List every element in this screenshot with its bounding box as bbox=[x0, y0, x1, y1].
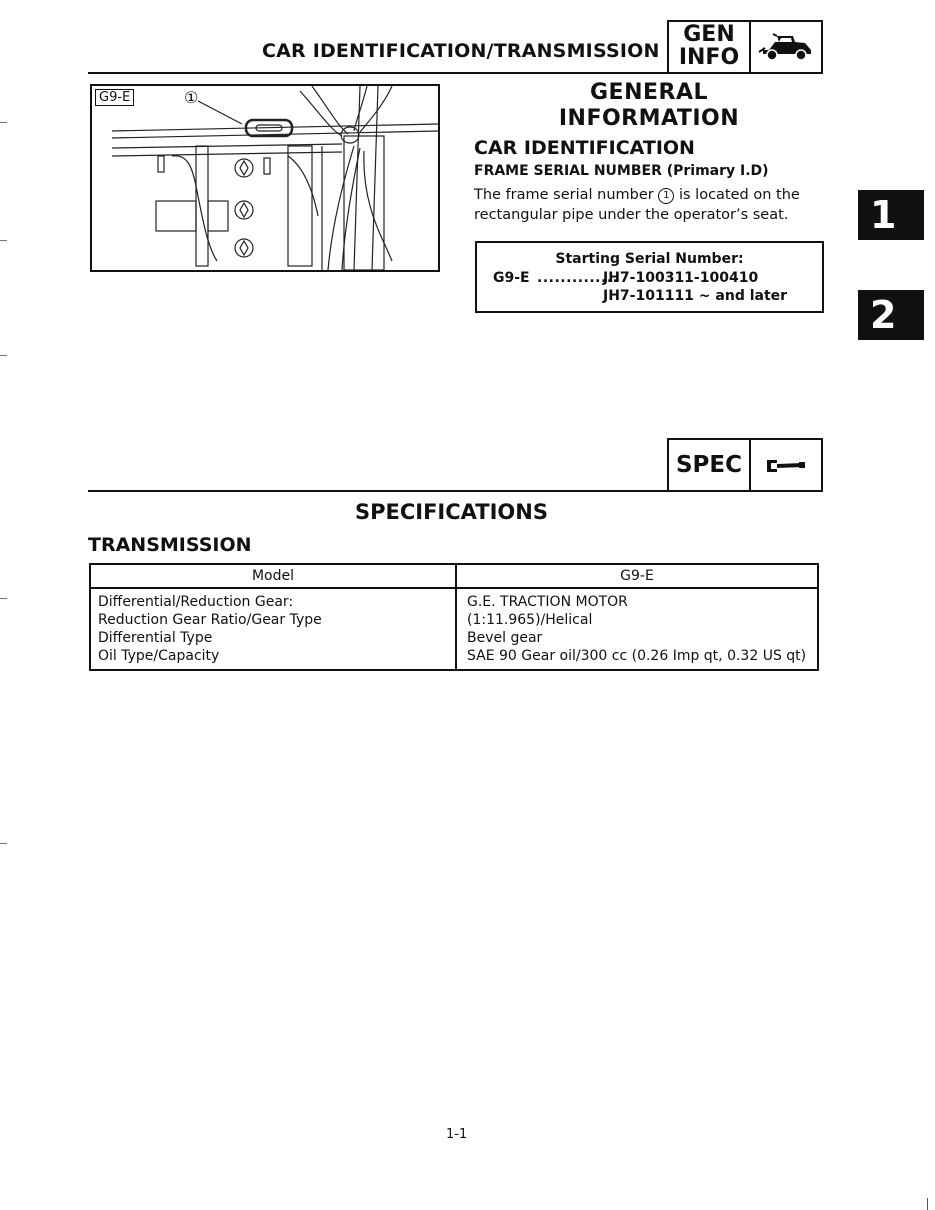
info-label: INFO bbox=[678, 45, 740, 70]
gen-info-badge bbox=[667, 20, 823, 74]
golf-car-icon bbox=[751, 22, 821, 72]
spec-rule bbox=[88, 490, 668, 492]
spec-label: SPEC bbox=[669, 440, 751, 490]
scan-mark bbox=[0, 598, 7, 599]
wrench-icon bbox=[751, 440, 821, 490]
figure-model-label: G9-E bbox=[95, 89, 134, 106]
spec-label: Reduction Gear Ratio/Gear Type bbox=[98, 612, 322, 628]
scan-mark bbox=[927, 1198, 928, 1210]
page-number: 1-1 bbox=[446, 1127, 468, 1142]
spec-badge bbox=[667, 438, 823, 492]
scan-mark bbox=[0, 240, 7, 241]
chapter-tab-2[interactable]: 2 bbox=[858, 290, 924, 340]
frame-pipe-illustration bbox=[92, 86, 438, 270]
spec-value: G.E. TRACTION MOTOR bbox=[467, 594, 628, 610]
specifications-title: SPECIFICATIONS bbox=[355, 500, 548, 524]
frame-text-part2: is located on the rectangular pipe under the operator’s seat. bbox=[474, 187, 800, 223]
scan-mark bbox=[0, 843, 7, 844]
gen-label: GEN bbox=[683, 22, 735, 47]
transmission-heading: TRANSMISSION bbox=[88, 534, 252, 556]
page-header-title: CAR IDENTIFICATION/TRANSMISSION bbox=[262, 40, 660, 62]
spec-label: Differential Type bbox=[98, 630, 213, 646]
chapter-tab-1[interactable]: 1 bbox=[858, 190, 924, 240]
spec-values-cell bbox=[456, 588, 818, 670]
gen-info-text bbox=[669, 22, 751, 72]
serial-box-leader-dots: .............. bbox=[537, 270, 619, 286]
car-identification-heading: CAR IDENTIFICATION bbox=[474, 137, 695, 159]
spec-labels-cell bbox=[90, 588, 456, 670]
header-g9e: G9-E bbox=[456, 564, 818, 588]
spec-value: (1:11.965)/Helical bbox=[467, 612, 593, 628]
scan-mark bbox=[0, 355, 7, 356]
serial-box-title: Starting Serial Number: bbox=[555, 251, 744, 267]
table-header-row bbox=[90, 564, 818, 588]
spec-value: SAE 90 Gear oil/300 cc (0.26 Imp qt, 0.32 US qt) bbox=[467, 648, 807, 664]
gi-title-line2: INFORMATION bbox=[558, 106, 740, 131]
callout-1-marker: 1 bbox=[658, 188, 674, 204]
starting-serial-number-box bbox=[475, 241, 824, 313]
spec-label: Differential/Reduction Gear: bbox=[98, 594, 294, 610]
frame-serial-description bbox=[474, 185, 834, 225]
table-row bbox=[90, 588, 818, 670]
scan-mark bbox=[0, 122, 7, 123]
figure-callout-1: ① bbox=[184, 88, 199, 107]
frame-serial-heading: FRAME SERIAL NUMBER (Primary I.D) bbox=[474, 163, 769, 179]
transmission-spec-table bbox=[89, 563, 819, 671]
serial-range-1: JH7-100311-100410 bbox=[603, 270, 759, 286]
gi-title-line1: GENERAL bbox=[589, 80, 708, 105]
frame-text-part1: The frame serial number bbox=[474, 187, 654, 203]
frame-serial-figure bbox=[90, 84, 440, 272]
header-model: Model bbox=[90, 564, 456, 588]
serial-range-2: JH7-101111 ~ and later bbox=[603, 288, 788, 304]
spec-value: Bevel gear bbox=[467, 630, 543, 646]
general-information-title bbox=[540, 80, 758, 132]
spec-label: Oil Type/Capacity bbox=[98, 648, 220, 664]
serial-box-model: G9-E bbox=[493, 270, 530, 286]
header-rule bbox=[88, 72, 668, 74]
